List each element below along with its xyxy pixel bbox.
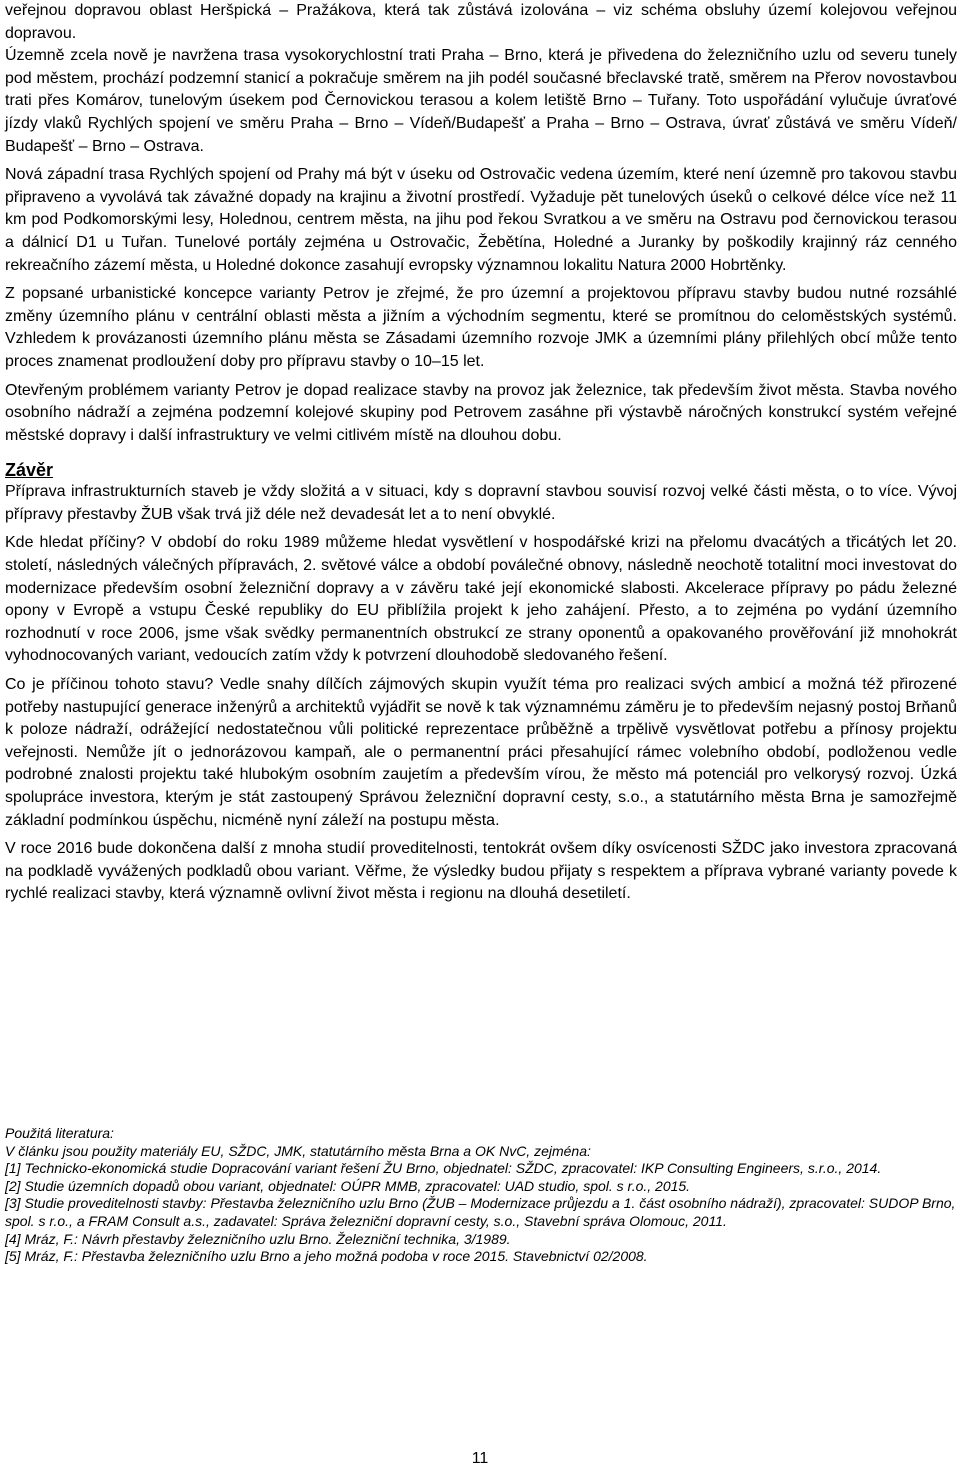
conclusion-paragraph: Co je příčinou tohoto stavu? Vedle snahy dílčích zájmových skupin využít téma pro realizaci svých ambicí a možná též přirozené potřeby nastupující generace inženýrů a architektů vyjádřit se nově k tak významnému záměru je to především nejasný postoj Brňanů k poloze nádraží, odrážející nedostatečnou vůli politické reprezentace průběžně a trpělivě vysvětlovat potřebu a přínosy projektu veřejnosti. Nemůže jít o jednorázovou kampaň, ale o permanentní práci přesahující rámec volebního období, podloženou vedle podrobné znalosti projektu také hlubokým osobním zaujetím a především vírou, že město má potenciál pro velkorysý rozvoj. Úzká spolupráce investora, kterým je stát zastoupený Správou železniční dopravní cesty, s.o., a statutárního města Brna je samozřejmě základní podmínkou úspěchu, nicméně nyní záleží na postupu města. <box>5 676 957 829</box>
conclusion-paragraph: V roce 2016 bude dokončena další z mnoha studií proveditelnosti, tentokrát ovšem díky osvícenosti SŽDC jako investora zpracovaná na podkladě vyvážených podkladů obou variant. Věřme, že výsledky budou přijaty s respektem a příprava vybrané varianty povede k rychlé realizaci stavby, která významně ovlivní život města i regionu na dlouhá desetiletí. <box>5 840 957 903</box>
reference-item: [2] Studie územních dopadů obou variant, objednatel: OÚPR MMB, zpracovatel: UAD studio, spol. s r.o., 2015. <box>5 1177 691 1194</box>
conclusion-heading: Závěr <box>5 460 54 481</box>
reference-item: [5] Mráz, F.: Přestavba železničního uzlu Brno a jeho možná podoba v roce 2015. Stavebnictví 02/2008. <box>5 1248 648 1265</box>
references-section <box>5 1125 957 1266</box>
reference-item: [3] Studie proveditelnosti stavby: Přestavba železničního uzlu Brno (ŽUB – Modernizace průjezdu a 1. část osobního nádraží), zpracovatel: SUDOP Brno, spol. s r.o., a FRAM Consult a.s., zadavatel: Správa železniční dopravní cesty, s.o., Stavební správa Olomouc, 2011. <box>5 1195 956 1229</box>
reference-item: [4] Mráz, F.: Návrh přestavby železničního uzlu Brno. Železniční technika, 3/1989. <box>5 1230 511 1247</box>
body-paragraph: Z popsané urbanistické koncepce varianty Petrov je zřejmé, že pro územní a projektovou přípravu stavby budou nutné rozsáhlé změny územního plánu v centrální oblasti města a jižním a východním segmentu, které se promítnou do celoměstských systémů. Vzhledem k provázanosti územního plánu města se Zásadami územního rozvoje JMK a územními plány přilehlých obcí může tento proces znamenat prodloužení doby pro přípravu stavby o 10–15 let. <box>5 285 957 370</box>
body-paragraph: Územně zcela nově je navržena trasa vysokorychlostní trati Praha – Brno, která je přivedena do železničního uzlu od severu tunely pod městem, prochází podzemní stanicí a pokračuje směrem na jih podél současné břeclavské tratě, směrem na Přerov novostavbou trati přes Komárov, tunelovým úsekem pod Černovickou terasou a kolem letiště Brno – Tuřany. Toto uspořádání vylučuje úvraťové jízdy vlaků Rychlých spojení ve směru Praha – Brno – Vídeň/Budapešť a Praha – Brno – Ostrava, úvrať zůstává ve směru Vídeň/ Budapešť – Brno – Ostrava. <box>5 47 957 155</box>
conclusion-paragraph: Kde hledat příčiny? V období do roku 1989 můžeme hledat vysvětlení v hospodářské krizi na přelomu dvacátých a třicátých let 20. století, následných válečných přípravách, 2. světové válce a období poválečné obnovy, následně neochotě totalitní moci investovat do modernizace především osobní železniční dopravy a v závěru také její ekonomické slabosti. Akcelerace přípravy po pádu železné opony v Evropě a vstupu České republiky do EU přiblížila projekt k jeho zahájení. Přesto, a to zejména po vydání územního rozhodnutí v roce 2006, jsme však svědky permanentních obstrukcí ze strany oponentů a opakovaného prověřování již mnohokrát vyhodnocovaných variant, vedoucích zatím vždy k potvrzení dlouhodobě sledovaného řešení. <box>5 534 957 665</box>
conclusion-paragraph: Příprava infrastrukturních staveb je vždy složitá a v situaci, kdy s dopravní stavbou souvisí rozvoj velké části města, o to více. Vývoj přípravy přestavby ŽUB však trvá již déle než devadesát let a to není obvyklé. <box>5 483 957 523</box>
page-body <box>5 0 957 906</box>
body-paragraph: Otevřeným problémem varianty Petrov je dopad realizace stavby na provoz jak železnice, tak především život města. Stavba nového osobního nádraží a zejména podzemní kolejové skupiny pod Petrovem zasáhne při výstavbě náročných konstrukcí systém veřejné městské dopravy i další infrastruktury ve velmi citlivém místě na dlouhou dobu. <box>5 381 957 444</box>
body-paragraph: Nová západní trasa Rychlých spojení od Prahy má být v úseku od Ostrovačic vedena územím, které není územně pro takovou stavbu připraveno a vyvolává tak závažné dopady na krajinu a životní prostředí. Vyžaduje pět tunelových úseků o celkové délce více než 11 km pod Podkomorskými lesy, Holednou, centrem města, na jihu pod řekou Svratkou a ve směru na Ostravu pod černovickou terasou a dálnicí D1 u Tuřan. Tunelové portály zejména u Ostrovačic, Žebětína, Holedné a Juranky by poškodily krajinný ráz cenného rekreačního zázemí města, u Holedné dokonce zasahují evropsky významnou lokalitu Natura 2000 Hobrtěnky. <box>5 166 957 274</box>
references-intro: V článku jsou použity materiály EU, SŽDC, JMK, statutárního města Brna a OK NvC, zejména: <box>5 1142 591 1159</box>
reference-item: [1] Technicko-ekonomická studie Dopracování variant řešení ŽU Brno, objednatel: SŽDC, zpracovatel: IKP Consulting Engineers, s.r.o., 2014. <box>5 1160 882 1177</box>
references-heading: Použitá literatura: <box>5 1125 114 1141</box>
body-paragraph: veřejnou dopravou oblast Heršpická – Pražákova, která tak zůstává izolována – viz schéma obsluhy území kolejovou veřejnou dopravou. <box>5 2 957 42</box>
page-number: 11 <box>471 1450 489 1467</box>
